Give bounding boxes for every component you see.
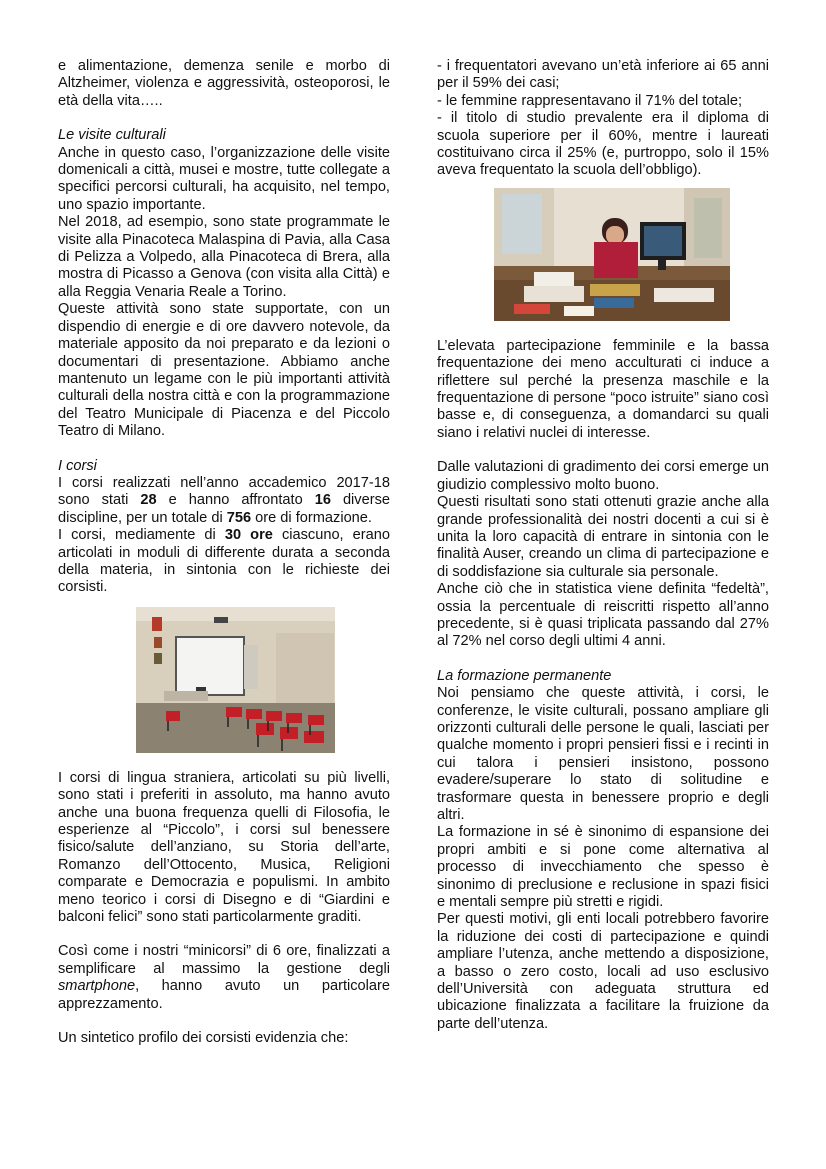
left-column <box>58 58 390 1047</box>
right-paragraph-2: Dalle valutazioni di gradimento dei corsi emerge un giudizio complessivo molto buono. <box>437 459 769 493</box>
disciplines-count: 16 <box>314 492 331 509</box>
right-paragraph-4: Anche ciò che in statistica viene definita “fedeltà”, ossia la percentuale di reiscritti rispetto all’anno precedente, si è quasi triplicata passando dal 27% al 72% nel corso degli ultimi 4 anni. <box>437 581 769 650</box>
courses-paragraph-3: I corsi di lingua straniera, articolati su più livelli, sono stati i preferiti in assoluto, ma hanno avuto anche una buona frequenza quelli di Filosofia, le esperienze al “Piccolo”, i corsi sul benessere fisico/salute dell’anziano, su Storia dell’arte, Romanzo dell’Ottocento, Musica, Religioni comparate e Democrazia e populismi. In ambito meno teorico i corsi di Disegno e di “Giardini e balconi felici” sono stati particolarmente graditi. <box>58 769 390 926</box>
right-column <box>437 58 769 1033</box>
profile-item-3: - il titolo di studio prevalente era il diploma di scuola superiore per il 60%, mentre i laureati costituivano circa il 25% (e, purtroppo, solo il 15% aveva frequentato la scuola dell’obbligo). <box>437 110 769 179</box>
profile-item-2: - le femmine rappresentavano il 71% del totale; <box>437 92 743 109</box>
smartphone-term: smartphone <box>58 978 136 995</box>
right-paragraph-7: Per questi motivi, gli enti locali potrebbero favorire la riduzione dei costi di partecipazione e quindi ampliare l’utenza, anche mettendo a disposizione, a basso o zero costo, locali ad uso esclusivo dell’Università con adeguata struttura ed ubicazione finalizzata a facilitare la fruizione da parte dell’utenza. <box>437 911 769 1032</box>
training-heading: La formazione permanente <box>437 667 612 684</box>
visits-paragraph-1: Anche in questo caso, l’organizzazione delle visite domenicali a città, musei e mostre, tutte collegate a specifici percorsi culturali, ha acquisito, nel tempo, uno spazio importante. <box>58 144 390 213</box>
hours-total: 756 <box>226 509 252 526</box>
courses-count: 28 <box>140 492 157 509</box>
right-paragraph-6: La formazione in sé è sinonimo di espansione dei propri ambiti e si pone come alternativa al processo di invecchiamento che spesso è sinonimo di preclusione e reclusione in spazi fisici e mentali sempre più stretti e rigidi. <box>437 824 769 911</box>
profile-item-1: - i frequentatori avevano un’età inferiore ai 65 anni per il 59% dei casi; <box>437 58 769 92</box>
visits-heading: Le visite culturali <box>58 127 166 144</box>
visits-paragraph-2: Nel 2018, ad esempio, sono state programmate le visite alla Pinacoteca Malaspina di Pavia, alla Casa di Pelizza a Volpedo, alla Pinacoteca di Brera, alla mostra di Picasso a Genova (con visita alla Città) e alla Reggia Venaria Reale a Torino. <box>58 214 390 300</box>
courses-heading: I corsi <box>58 457 97 474</box>
courses-paragraph-1: I corsi realizzati nell’anno accademico 2017-18 sono stati 28 e hanno affrontato 16 diverse discipline, per un totale di 756 ore di formazione. <box>58 474 390 526</box>
hours-per-course: 30 ore <box>224 527 273 544</box>
right-paragraph-1: L’elevata partecipazione femminile e la bassa frequentazione dei meno acculturati ci induce a riflettere sul perché la presenza maschile e la frequentazione di persone “poco istruite” siano così basse e, di conseguenza, a domandarci su quali siano i relativi nuclei di interesse. <box>437 337 769 441</box>
intro-paragraph: e alimentazione, demenza senile e morbo di Altzheimer, violenza e aggressività, osteoporosi, le età della vita….. <box>58 58 390 109</box>
courses-paragraph-5: Un sintetico profilo dei corsisti evidenzia che: <box>58 1030 349 1047</box>
courses-paragraph-2: I corsi, mediamente di 30 ore ciascuno, erano articolati in moduli di differente durata a seconda della materia, in sintonia con le richieste dei corsisti. <box>58 527 391 596</box>
classroom-photo <box>136 607 335 753</box>
courses-paragraph-4: Così come i nostri “minicorsi” di 6 ore, finalizzati a semplificare al massimo la gestione degli smartphone, hanno avuto un particolare apprezzamento. <box>58 943 390 1012</box>
office-photo <box>494 188 730 321</box>
right-paragraph-5: Noi pensiamo che queste attività, i corsi, le conferenze, le visite culturali, possano ampliare gli orizzonti culturali delle persone le quali, lasciati per qualche momento i propri pensieri fissi e i recinti in cui talora i pensieri insistono, possono evadere/superare lo stato di solitudine e trasformare questa in benessere proprio e degli altri. <box>437 685 769 823</box>
visits-paragraph-3: Queste attività sono state supportate, con un dispendio di energie e di ore davvero notevole, da materiale apposito da noi preparato e da lezioni o documentari di presentazione. Abbiamo anche mantenuto un legame con le più importanti attività culturali della nostra città e con la programmazione del Teatro Municipale di Piacenza e del Piccolo Teatro di Milano. <box>58 301 390 440</box>
right-paragraph-3: Questi risultati sono stati ottenuti grazie anche alla grande professionalità dei nostri docenti a cui si è unita la loro capacità di entrare in sintonia con le finalità Auser, creando un clima di partecipazione e di soddisfazione sia culturale sia personale. <box>437 494 769 580</box>
